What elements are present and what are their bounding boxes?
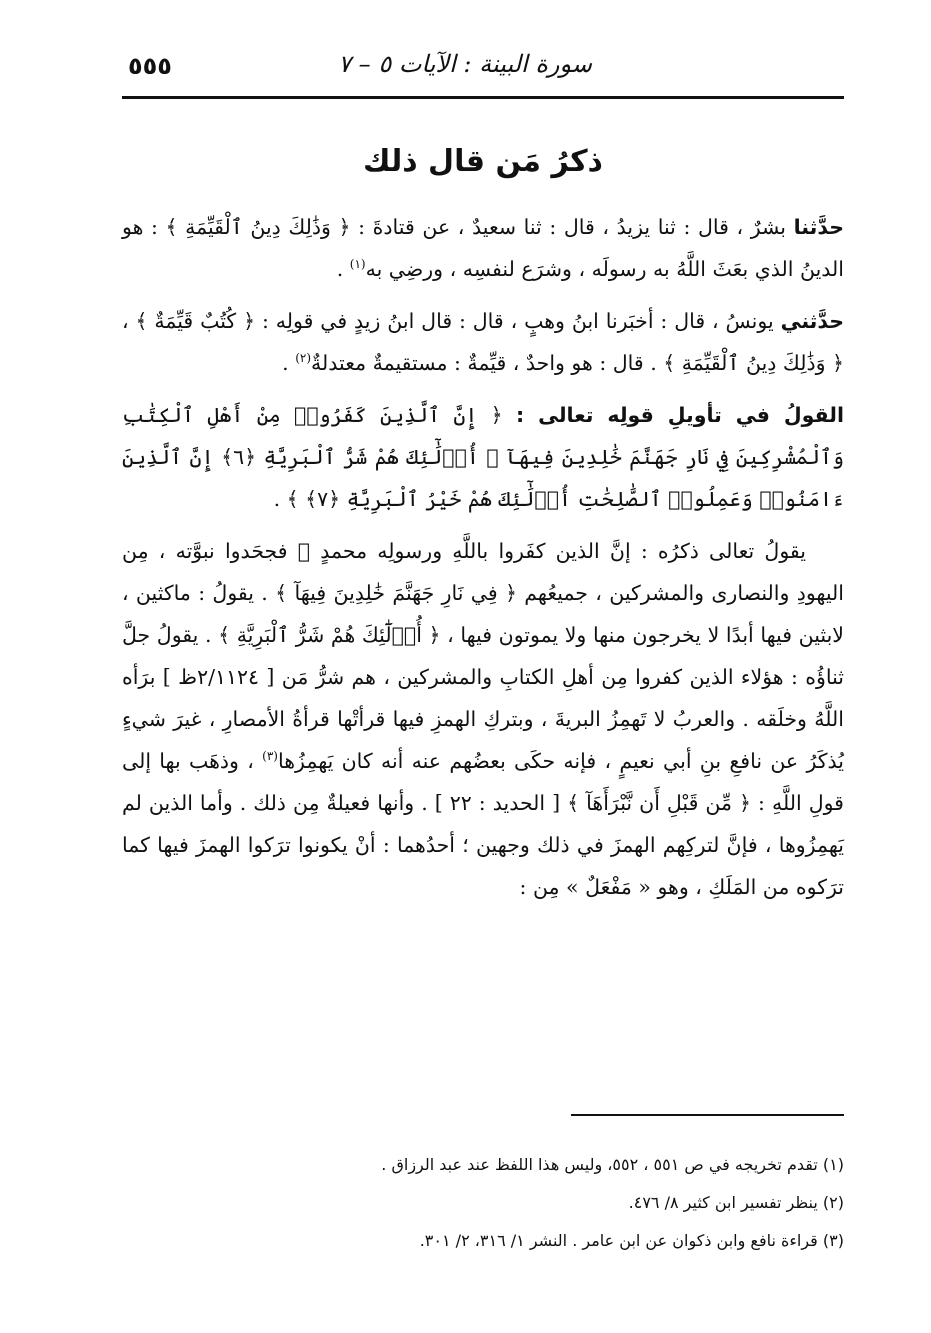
running-head: سورة البينة : الآيات ٥ – ٧ [338,50,592,78]
footnote: (٣) قراءة نافع وابن ذكوان عن ابن عامر . النشر ١/ ٣١٦، ٢/ ٣٠١. [419,1231,844,1250]
paragraph-text: ﴿ إِنَّ ٱلَّذِينَ كَفَرُوا۟ مِنْ أَهْلِ ٱلْكِتَٰبِ وَٱلْمُشْرِكِينَ فِي نَارِ جَهَنَّمَ خَٰلِدِينَ فِيهَآ ۚ أُو۟لَٰٓئِكَ هُمْ شَرُّ ٱلْبَرِيَّةِ ﴿٦﴾ إِنَّ ٱلَّذِينَ ءَامَنُوا۟ وَعَمِلُوا۟ ٱلصَّٰلِحَٰتِ أُو۟لَٰٓئِكَ هُمْ خَيْرُ ٱلْبَرِيَّةِ ﴿٧﴾ ﴾ . [122,403,844,511]
footnote-marker: (٢) [295,351,312,366]
paragraph-tail: ، وذهَب بها إلى قولِ اللَّهِ : ﴿ مِّن قَبْلِ أَن نَّبْرَأَهَآ ﴾ [ الحديد : ٢٢ ] . وأنها فعيلةٌ مِن ذلك . وأما الذين لم يَهمِزُوها ، فإنَّ لتركِهم الهمزَ في ذلك وجهين ؛ أحدُهما : أنْ يكونوا ترَكوا الهمزَ فيها كما ترَكوه من المَلَكِ ، وهو « مَفْعَلٌ » مِن : [122,749,844,899]
section-title: ذكرُ مَن قال ذلك [363,144,603,179]
paragraph-text: يونسُ ، قال : أخبَرنا ابنُ وهبٍ ، قال : قال ابنُ زيدٍ في قولِه : ﴿ كُتُبٌ قَيِّمَةٌ ﴾ ، ﴿ وَذَٰلِكَ دِينُ ٱلْقَيِّمَةِ ﴾ . قال : هو واحدٌ ، قيِّمةٌ : مستقيمةٌ معتدلةٌ [122,309,844,375]
paragraph [122,394,844,520]
paragraph [122,530,844,908]
footnote-marker: (١) [349,257,366,272]
paragraph [122,206,844,290]
paragraph-lead: حدَّثني [780,309,844,333]
paragraph-tail: . [336,257,350,281]
paragraph-lead: القولُ في تأويلِ قولِه تعالى : [515,403,844,427]
footnotes [122,1146,844,1260]
page-number: ٥٥٥ [128,52,172,80]
paragraph-text: بشرٌ ، قال : ثنا يزيدُ ، قال : ثنا سعيدٌ ، عن قتادةَ : ﴿ وَذَٰلِكَ دِينُ ٱلْقَيِّمَةِ ﴾ : هو الدينُ الذي بعَثَ اللَّهُ به رسولَه ، وشرَع لنفسِه ، ورضِي به [122,215,844,281]
main-text [122,206,844,908]
footnote-rule [571,1114,844,1116]
footnote-marker: (٣) [262,749,278,764]
page-header [122,48,842,92]
paragraph-text: يقولُ تعالى ذكرُه : إنَّ الذين كفَروا باللَّهِ ورسولِه محمدٍ ﷺ فجحَدوا نبوَّته ، مِن اليهودِ والنصارى والمشركين ، جميعُهم ﴿ فِي نَارِ جَهَنَّمَ خَٰلِدِينَ فِيهَآ ﴾ . يقولُ : ماكثين ، لابثين فيها أبدًا لا يخرجون منها ولا يموتون فيها ، ﴿ أُو۟لَٰٓئِكَ هُمْ شَرُّ ٱلْبَرِيَّةِ ﴾ . يقولُ جلَّ ثناؤُه : هؤلاء الذين كفروا مِن أهلِ الكتابِ والمشركين ، هم شرُّ مَن [ ٢/١١٢٤ظ ] برَأه اللَّهُ وخلَقه . والعربُ لا تَهمِزُ البريةَ ، وبتركِ الهمزِ فيها قرأتْها قرأةُ الأمصارِ ، غيرَ شيءٍ يُذكَرُ عن نافعِ بنِ أبي نعيمٍ ، فإنه حكَى بعضُهم عنه أنه كان يَهمِزُها [122,539,844,773]
paragraph [122,300,844,384]
header-rule [122,96,844,99]
paragraph-lead: حدَّثنا [793,215,844,239]
paragraph-tail: . [282,351,296,375]
footnote: (١) تقدم تخريجه في ص ٥٥١ ، ٥٥٢، وليس هذا اللفظ عند عبد الرزاق . [381,1155,844,1174]
footnote: (٢) ينظر تفسير ابن كثير ٨/ ٤٧٦. [628,1193,844,1212]
